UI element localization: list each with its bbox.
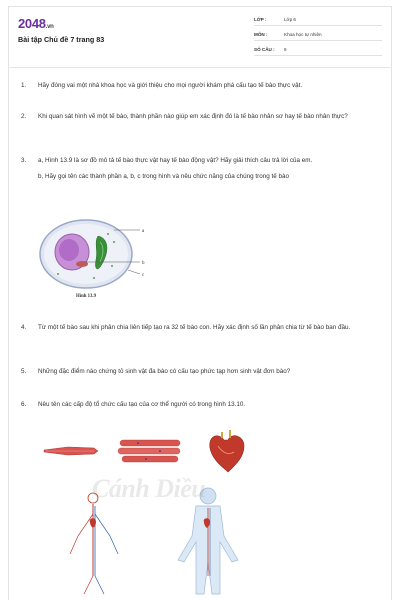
question-2	[21, 112, 381, 122]
meta-key: LỚP :	[254, 17, 267, 22]
question-text: Nêu tên các cấp độ tổ chức cấu tạo của cơ thể người có trong hình 13.10.	[38, 401, 246, 408]
question-1	[21, 81, 381, 91]
logo-text: 2048	[18, 16, 46, 31]
logo-tld: .vn	[45, 24, 54, 30]
question-text: Khi quan sát hình vẽ một tế bào, thành phần nào giúp em xác định đó là tế bào nhân sơ hay tế bào nhân thực?	[38, 113, 348, 120]
meta-value: 6	[284, 47, 287, 52]
question-number: 3.	[21, 157, 27, 164]
question-number: 6.	[21, 401, 27, 408]
meta-row-count	[254, 44, 382, 56]
granule	[107, 233, 109, 235]
question-number: 5.	[21, 368, 27, 375]
heart-organ	[210, 430, 244, 472]
label-a: a	[142, 229, 145, 234]
meta-row-class	[254, 14, 382, 26]
meta-key: MÔN :	[254, 32, 268, 37]
question-text: Từ một tế bào sau khi phân chia liên tiếp tạo ra 32 tế bào con. Hãy xác định số lần phân chia từ tế bào ban đầu.	[38, 324, 351, 331]
meta-value: Khoa học tự nhiên	[284, 32, 322, 37]
question-4	[21, 323, 381, 333]
question-5	[21, 367, 381, 377]
muscle-cell	[44, 447, 98, 455]
figure-caption: Hình 13.9	[76, 294, 96, 299]
question-number: 2.	[21, 113, 27, 120]
meta-row-subject	[254, 29, 382, 41]
circulatory-system	[70, 493, 118, 594]
label-line-c	[128, 270, 140, 274]
document-meta	[254, 14, 382, 59]
document-title: Bài tập Chủ đề 7 trang 83	[18, 35, 105, 44]
granule	[111, 265, 113, 267]
document-header	[8, 6, 392, 68]
question-text: a, Hình 13.9 là sơ đồ mô tả tế bào thực vật hay tế bào động vật? Hãy giải thích câu trả lời của em.	[38, 157, 313, 164]
granule	[93, 277, 95, 279]
site-logo[interactable]	[18, 16, 54, 31]
meta-value: Lớp 6	[284, 17, 296, 22]
question-text-b: b, Hãy gọi tên các thành phần a, b, c trong hình và nêu chức năng của chúng trong tế bào	[38, 172, 290, 180]
watermark: Cánh Diều	[92, 474, 206, 503]
granule	[113, 241, 115, 243]
body-organization-figure	[38, 426, 278, 596]
plant-cell-figure	[38, 214, 153, 304]
question-text: Hãy đóng vai một nhà khoa học và giới thiệu cho mọi người khám phá cấu tạo tế bào thực vật.	[38, 82, 303, 89]
question-3	[21, 156, 381, 181]
granule	[57, 273, 59, 275]
label-c: c	[142, 273, 145, 278]
question-number: 4.	[21, 324, 27, 331]
question-6	[21, 400, 381, 410]
question-number: 1.	[21, 82, 27, 89]
label-b: b	[142, 261, 145, 266]
muscle-tissue	[118, 440, 180, 462]
meta-key: SỐ CÂU :	[254, 47, 275, 52]
question-text: Những đặc điểm nào chứng tỏ sinh vật đa bào có cấu tạo phức tạp hơn sinh vật đơn bào?	[38, 368, 291, 375]
nucleus-inner	[59, 239, 79, 261]
